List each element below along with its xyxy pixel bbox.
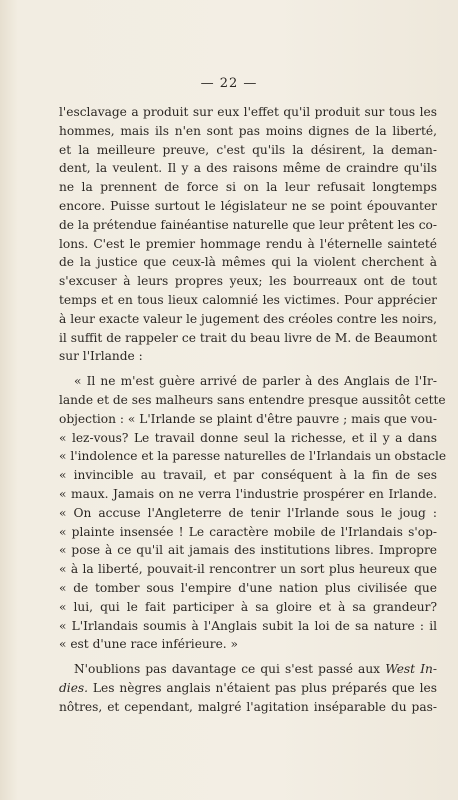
text-line: et la meilleure preuve, c'est qu'ils la désirent, la deman-	[59, 142, 437, 157]
text-line: « L'Irlandais soumis à l'Anglais subit la loi de sa nature : il	[59, 618, 437, 633]
text-line: à leur exacte valeur le jugement des créoles contre les noirs,	[59, 311, 437, 326]
text-line: « lui, qui le fait participer à sa gloire et à sa grandeur?	[59, 599, 437, 614]
text-line: l'esclavage a produit sur eux l'effet qu'il produit sur tous les	[59, 105, 437, 119]
text-line-with-italic	[59, 660, 437, 679]
text-line-with-italic	[59, 679, 437, 698]
paragraph-3	[59, 660, 437, 716]
text-line: de la justice que ceux-là mêmes qui la violent cherchent à	[59, 255, 437, 270]
text-segment: N'oublions pas davantage ce qui s'est passé aux	[74, 662, 386, 677]
text-line: encore. Puisse surtout le législateur ne se point épouvanter	[59, 198, 437, 213]
italic-place-name: dies.	[59, 680, 89, 695]
text-line: « lez-vous? Le travail donne seul la richesse, et il y a dans	[59, 430, 437, 445]
text-line: « à la liberté, pouvait-il rencontrer un sort plus heureux que	[59, 562, 437, 577]
text-line: sur l'Irlande :	[59, 349, 143, 364]
paragraph-1	[59, 103, 437, 366]
text-line: « invincible au travail, et par conséquent à la fin de ses	[59, 468, 437, 483]
text-line: temps et en tous lieux calomnié les victimes. Pour apprécier	[59, 292, 437, 307]
text-line: « est d'une race inférieure. »	[59, 637, 239, 652]
text-segment: Les nègres anglais n'étaient pas plus préparés que les	[88, 680, 437, 695]
text-line: dent, la veulent. Il y a des raisons même de craindre qu'ils	[59, 161, 437, 176]
text-line: s'excuser à leurs propres yeux; les bourreaux ont de tout	[59, 274, 437, 289]
text-line: « plainte insensée ! Le caractère mobile de l'Irlandais s'op-	[59, 524, 437, 539]
text-line: « de tomber sous l'empire d'une nation plus civilisée que	[59, 580, 437, 595]
text-line: lons. C'est le premier hommage rendu à l'éternelle sainteté	[59, 236, 437, 251]
text-line: « pose à ce qu'il ait jamais des institutions libres. Impropre	[59, 543, 437, 558]
italic-place-name: West In-	[385, 662, 437, 677]
text-line: objection : « L'Irlande se plaint d'être pauvre ; mais que vou-	[59, 411, 437, 426]
text-line: « On accuse l'Angleterre de tenir l'Irlande sous le joug :	[59, 505, 437, 520]
page-number: — 22 —	[200, 76, 258, 91]
text-line: « maux. Jamais on ne verra l'industrie prospérer en Irlande.	[59, 486, 437, 501]
text-line: nôtres, et cependant, malgré l'agitation inséparable du pas-	[59, 699, 437, 714]
text-line: « Il ne m'est guère arrivé de parler à des Anglais de l'Ir-	[74, 374, 437, 389]
text-line: lande et de ses malheurs sans entendre presque aussitôt cette	[59, 392, 446, 407]
paragraph-2-quotation	[59, 372, 447, 654]
text-line: ne la prennent de force si on la leur refusait longtemps	[59, 180, 437, 195]
body-text	[59, 103, 447, 717]
text-line: de la prétendue fainéantise naturelle que leur prêtent les co-	[59, 217, 437, 232]
text-line: il suffit de rappeler ce trait du beau livre de M. de Beaumont	[59, 330, 437, 345]
text-line: « l'indolence et la paresse naturelles de l'Irlandais un obstacle	[59, 449, 447, 464]
text-line: hommes, mais ils n'en sont pas moins dignes de la liberté,	[59, 123, 437, 138]
